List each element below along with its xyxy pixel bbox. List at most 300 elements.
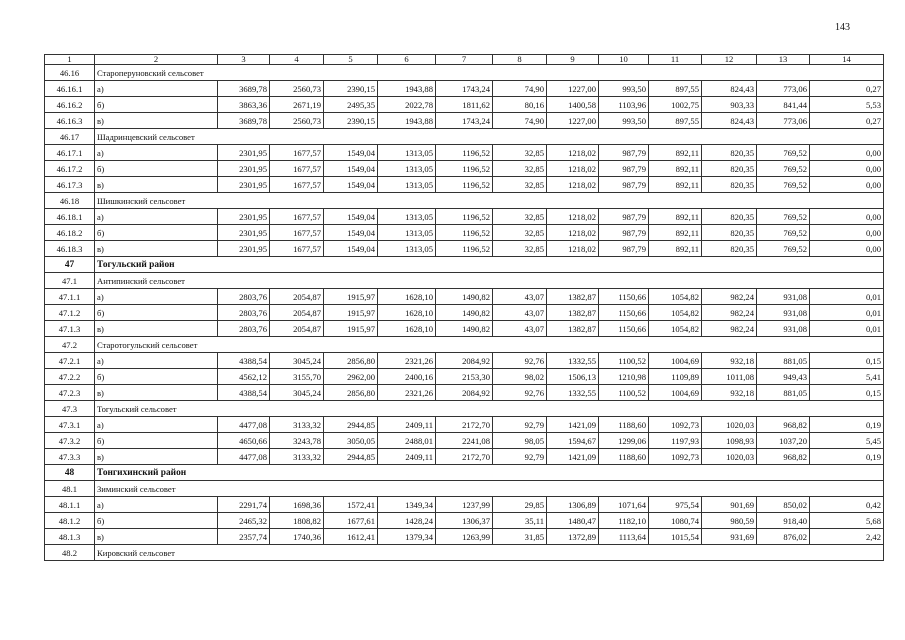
table-cell: 92,79 [493,417,547,433]
table-cell: 2488,01 [378,433,436,449]
table-cell: 1054,82 [649,321,702,337]
table-cell: 2022,78 [378,97,436,113]
table-cell: 2856,80 [324,385,378,401]
table-cell: 1743,24 [436,113,493,129]
table-cell: 1677,57 [270,241,324,257]
table-cell: 2357,74 [218,529,270,545]
table-cell: 987,79 [599,145,649,161]
row-variant: в) [95,321,218,337]
column-header: 1 [45,55,95,65]
table-cell: 2084,92 [436,385,493,401]
table-cell: 1182,10 [599,513,649,529]
section-row [45,129,884,145]
table-row [45,145,884,161]
table-cell: 769,52 [757,145,810,161]
table-cell: 1004,69 [649,353,702,369]
table-cell: 982,24 [702,321,757,337]
table-cell: 1379,34 [378,529,436,545]
section-row [45,65,884,81]
table-cell: 1313,05 [378,161,436,177]
table-cell: 98,02 [493,369,547,385]
table-cell: 1421,09 [547,417,599,433]
table-cell: 1349,34 [378,497,436,513]
table-cell: 987,79 [599,161,649,177]
row-code: 47.1.2 [45,305,95,321]
row-code: 47.3 [45,401,95,417]
table-cell: 1188,60 [599,449,649,465]
row-code: 46.16.3 [45,113,95,129]
table-cell: 1313,05 [378,241,436,257]
table-cell: 3045,24 [270,353,324,369]
table-cell: 5,45 [810,433,884,449]
table-cell: 1677,57 [270,161,324,177]
table-cell: 32,85 [493,209,547,225]
table-cell: 1549,04 [324,161,378,177]
table-cell: 43,07 [493,321,547,337]
row-variant: в) [95,241,218,257]
table-cell: 1549,04 [324,209,378,225]
table-cell: 876,02 [757,529,810,545]
table-cell: 1382,87 [547,305,599,321]
district-title: Тонгихинский район [95,465,884,481]
table-cell: 931,08 [757,289,810,305]
column-header: 8 [493,55,547,65]
table-cell: 1196,52 [436,177,493,193]
table-cell: 0,00 [810,225,884,241]
table-cell: 1382,87 [547,321,599,337]
section-title: Шадринцевский сельсовет [95,129,884,145]
row-code: 48.1 [45,481,95,497]
page-number: 143 [835,22,850,33]
table-cell: 2671,19 [270,97,324,113]
table-row [45,305,884,321]
table-cell: 1188,60 [599,417,649,433]
row-variant: а) [95,497,218,513]
table-cell: 0,19 [810,417,884,433]
row-code: 46.17.3 [45,177,95,193]
table-cell: 1490,82 [436,321,493,337]
table-cell: 1677,57 [270,177,324,193]
table-cell: 2465,32 [218,513,270,529]
table-cell: 32,85 [493,241,547,257]
row-variant: в) [95,113,218,129]
section-row [45,401,884,417]
table-cell: 74,90 [493,81,547,97]
table-cell: 1113,64 [599,529,649,545]
table-row [45,497,884,513]
column-header: 10 [599,55,649,65]
table-cell: 2803,76 [218,289,270,305]
table-cell: 1428,24 [378,513,436,529]
table-cell: 0,15 [810,385,884,401]
table-cell: 1080,74 [649,513,702,529]
row-code: 46.16.2 [45,97,95,113]
row-variant: б) [95,97,218,113]
column-header: 13 [757,55,810,65]
table-cell: 2291,74 [218,497,270,513]
column-header: 9 [547,55,599,65]
table-cell: 0,00 [810,177,884,193]
table-row [45,225,884,241]
table-cell: 820,35 [702,241,757,257]
table-cell: 43,07 [493,289,547,305]
row-code: 46.18.1 [45,209,95,225]
table-cell: 1015,54 [649,529,702,545]
table-cell: 1299,06 [599,433,649,449]
table-cell: 993,50 [599,113,649,129]
table-cell: 2,42 [810,529,884,545]
table-cell: 4477,08 [218,449,270,465]
row-code: 47 [45,257,95,273]
table-cell: 2054,87 [270,321,324,337]
table-cell: 1313,05 [378,177,436,193]
table-cell: 0,00 [810,145,884,161]
table-cell: 769,52 [757,225,810,241]
table-cell: 1572,41 [324,497,378,513]
table-cell: 1811,62 [436,97,493,113]
row-code: 46.17 [45,129,95,145]
table-cell: 2172,70 [436,417,493,433]
table-row [45,209,884,225]
row-code: 47.3.1 [45,417,95,433]
table-cell: 820,35 [702,209,757,225]
column-header: 4 [270,55,324,65]
district-row [45,257,884,273]
table-cell: 773,06 [757,113,810,129]
table-cell: 2803,76 [218,321,270,337]
table-cell: 1306,89 [547,497,599,513]
table-cell: 2409,11 [378,449,436,465]
table-cell: 1004,69 [649,385,702,401]
table-cell: 98,05 [493,433,547,449]
row-variant: б) [95,305,218,321]
table-cell: 32,85 [493,177,547,193]
table-cell: 2560,73 [270,113,324,129]
table-cell: 1594,67 [547,433,599,449]
table-cell: 0,00 [810,161,884,177]
row-variant: б) [95,513,218,529]
row-variant: а) [95,353,218,369]
table-cell: 1100,52 [599,385,649,401]
table-cell: 4388,54 [218,385,270,401]
table-cell: 1100,52 [599,353,649,369]
table-cell: 903,33 [702,97,757,113]
row-variant: б) [95,369,218,385]
table-cell: 5,53 [810,97,884,113]
row-code: 48.1.2 [45,513,95,529]
table-cell: 1915,97 [324,305,378,321]
table-cell: 74,90 [493,113,547,129]
row-code: 46.16.1 [45,81,95,97]
table-cell: 29,85 [493,497,547,513]
table-cell: 881,05 [757,385,810,401]
row-code: 46.17.1 [45,145,95,161]
table-cell: 2400,16 [378,369,436,385]
row-variant: а) [95,209,218,225]
table-cell: 824,43 [702,113,757,129]
table-cell: 3863,36 [218,97,270,113]
table-cell: 931,69 [702,529,757,545]
table-cell: 2301,95 [218,177,270,193]
table-cell: 1549,04 [324,241,378,257]
table-cell: 1628,10 [378,321,436,337]
table-cell: 1109,89 [649,369,702,385]
table-cell: 4562,12 [218,369,270,385]
table-cell: 0,27 [810,113,884,129]
row-variant: в) [95,529,218,545]
table-cell: 931,08 [757,305,810,321]
row-code: 47.2.3 [45,385,95,401]
table-cell: 2803,76 [218,305,270,321]
table-cell: 1332,55 [547,385,599,401]
table-row [45,289,884,305]
table-cell: 982,24 [702,305,757,321]
table-row [45,353,884,369]
section-row [45,273,884,289]
table-cell: 0,01 [810,305,884,321]
table-row [45,417,884,433]
table-cell: 2390,15 [324,81,378,97]
table-cell: 1098,93 [702,433,757,449]
table-cell: 1915,97 [324,321,378,337]
table-cell: 80,16 [493,97,547,113]
table-cell: 820,35 [702,225,757,241]
row-code: 48.1.1 [45,497,95,513]
table-cell: 1150,66 [599,289,649,305]
table-cell: 769,52 [757,161,810,177]
table-cell: 0,15 [810,353,884,369]
table-row [45,161,884,177]
table-row [45,449,884,465]
tariff-table [44,54,884,561]
table-cell: 769,52 [757,241,810,257]
section-title: Антипинский сельсовет [95,273,884,289]
table-row [45,321,884,337]
table-cell: 820,35 [702,161,757,177]
table-cell: 901,69 [702,497,757,513]
column-header: 12 [702,55,757,65]
table-cell: 1071,64 [599,497,649,513]
table-cell: 1237,99 [436,497,493,513]
table-cell: 987,79 [599,241,649,257]
table-cell: 892,11 [649,209,702,225]
table-cell: 897,55 [649,113,702,129]
table-cell: 2495,35 [324,97,378,113]
table-cell: 1915,97 [324,289,378,305]
column-header: 14 [810,55,884,65]
row-code: 47.1 [45,273,95,289]
section-title: Зиминский сельсовет [95,481,884,497]
table-cell: 993,50 [599,81,649,97]
table-cell: 1490,82 [436,305,493,321]
table-cell: 1943,88 [378,81,436,97]
row-code: 48 [45,465,95,481]
table-cell: 975,54 [649,497,702,513]
section-row [45,545,884,561]
table-row [45,369,884,385]
table-row [45,177,884,193]
table-cell: 1313,05 [378,225,436,241]
table-cell: 3155,70 [270,369,324,385]
table-cell: 2962,00 [324,369,378,385]
table-cell: 850,02 [757,497,810,513]
table-cell: 92,76 [493,385,547,401]
district-title: Тогульский район [95,257,884,273]
section-title: Кировский сельсовет [95,545,884,561]
table-cell: 1210,98 [599,369,649,385]
table-cell: 982,24 [702,289,757,305]
table-cell: 1092,73 [649,449,702,465]
table-cell: 1020,03 [702,417,757,433]
table-cell: 2944,85 [324,417,378,433]
table-cell: 1698,36 [270,497,324,513]
row-code: 46.18.2 [45,225,95,241]
table-cell: 980,59 [702,513,757,529]
table-cell: 0,27 [810,81,884,97]
table-cell: 1382,87 [547,289,599,305]
column-header: 5 [324,55,378,65]
row-code: 47.1.3 [45,321,95,337]
table-cell: 1628,10 [378,289,436,305]
table-cell: 2301,95 [218,161,270,177]
table-cell: 1490,82 [436,289,493,305]
row-variant: а) [95,289,218,305]
table-cell: 1549,04 [324,225,378,241]
table-cell: 1549,04 [324,177,378,193]
table-cell: 968,82 [757,417,810,433]
table-cell: 987,79 [599,225,649,241]
row-variant: а) [95,417,218,433]
table-row [45,241,884,257]
table-row [45,529,884,545]
table-cell: 1506,13 [547,369,599,385]
table-cell: 0,01 [810,289,884,305]
table-cell: 820,35 [702,177,757,193]
table-cell: 1227,00 [547,113,599,129]
section-row [45,193,884,209]
table-cell: 987,79 [599,209,649,225]
table-row [45,113,884,129]
row-code: 46.18 [45,193,95,209]
row-code: 47.3.3 [45,449,95,465]
row-code: 46.17.2 [45,161,95,177]
table-cell: 932,18 [702,385,757,401]
table-cell: 1218,02 [547,161,599,177]
table-cell: 3689,78 [218,113,270,129]
table-cell: 2084,92 [436,353,493,369]
table-cell: 897,55 [649,81,702,97]
table-cell: 1677,61 [324,513,378,529]
table-cell: 4477,08 [218,417,270,433]
table-cell: 2321,26 [378,385,436,401]
table-cell: 3133,32 [270,449,324,465]
table-cell: 1150,66 [599,305,649,321]
table-cell: 1612,41 [324,529,378,545]
table-cell: 1332,55 [547,353,599,369]
table-cell: 0,19 [810,449,884,465]
table-cell: 1218,02 [547,225,599,241]
table-cell: 2054,87 [270,289,324,305]
table-cell: 2409,11 [378,417,436,433]
table-cell: 820,35 [702,145,757,161]
table-cell: 1306,37 [436,513,493,529]
table-cell: 949,43 [757,369,810,385]
row-variant: б) [95,225,218,241]
row-code: 47.2 [45,337,95,353]
table-cell: 918,40 [757,513,810,529]
table-cell: 0,42 [810,497,884,513]
table-cell: 1421,09 [547,449,599,465]
table-cell: 2301,95 [218,241,270,257]
row-variant: б) [95,433,218,449]
table-cell: 1218,02 [547,209,599,225]
table-cell: 2856,80 [324,353,378,369]
table-cell: 987,79 [599,177,649,193]
table-cell: 1218,02 [547,177,599,193]
section-title: Тогульский сельсовет [95,401,884,417]
table-cell: 841,44 [757,97,810,113]
table-cell: 43,07 [493,305,547,321]
row-code: 47.2.2 [45,369,95,385]
table-cell: 824,43 [702,81,757,97]
table-cell: 32,85 [493,225,547,241]
row-code: 48.1.3 [45,529,95,545]
row-variant: б) [95,161,218,177]
header-row [45,55,884,65]
table-cell: 2560,73 [270,81,324,97]
table-cell: 1020,03 [702,449,757,465]
row-code: 48.2 [45,545,95,561]
table-cell: 3050,05 [324,433,378,449]
table-cell: 769,52 [757,177,810,193]
table-cell: 92,79 [493,449,547,465]
table-cell: 892,11 [649,177,702,193]
table-row [45,81,884,97]
table-cell: 2321,26 [378,353,436,369]
row-variant: в) [95,177,218,193]
table-cell: 1197,93 [649,433,702,449]
row-code: 47.1.1 [45,289,95,305]
table-cell: 32,85 [493,145,547,161]
table-cell: 1218,02 [547,241,599,257]
table-cell: 1218,02 [547,145,599,161]
table-cell: 1054,82 [649,305,702,321]
table-cell: 892,11 [649,225,702,241]
column-header: 2 [95,55,218,65]
table-cell: 31,85 [493,529,547,545]
table-cell: 4388,54 [218,353,270,369]
table-cell: 2172,70 [436,449,493,465]
table-cell: 892,11 [649,145,702,161]
table-cell: 2054,87 [270,305,324,321]
table-cell: 1628,10 [378,305,436,321]
table-cell: 1400,58 [547,97,599,113]
row-variant: в) [95,385,218,401]
table-cell: 1263,99 [436,529,493,545]
table-cell: 769,52 [757,209,810,225]
table-cell: 0,01 [810,321,884,337]
table-cell: 0,00 [810,241,884,257]
table-cell: 1313,05 [378,209,436,225]
row-code: 46.18.3 [45,241,95,257]
table-cell: 2301,95 [218,225,270,241]
table-cell: 3689,78 [218,81,270,97]
row-code: 47.2.1 [45,353,95,369]
table-row [45,385,884,401]
table-cell: 1150,66 [599,321,649,337]
table-cell: 1677,57 [270,209,324,225]
table-cell: 1480,47 [547,513,599,529]
